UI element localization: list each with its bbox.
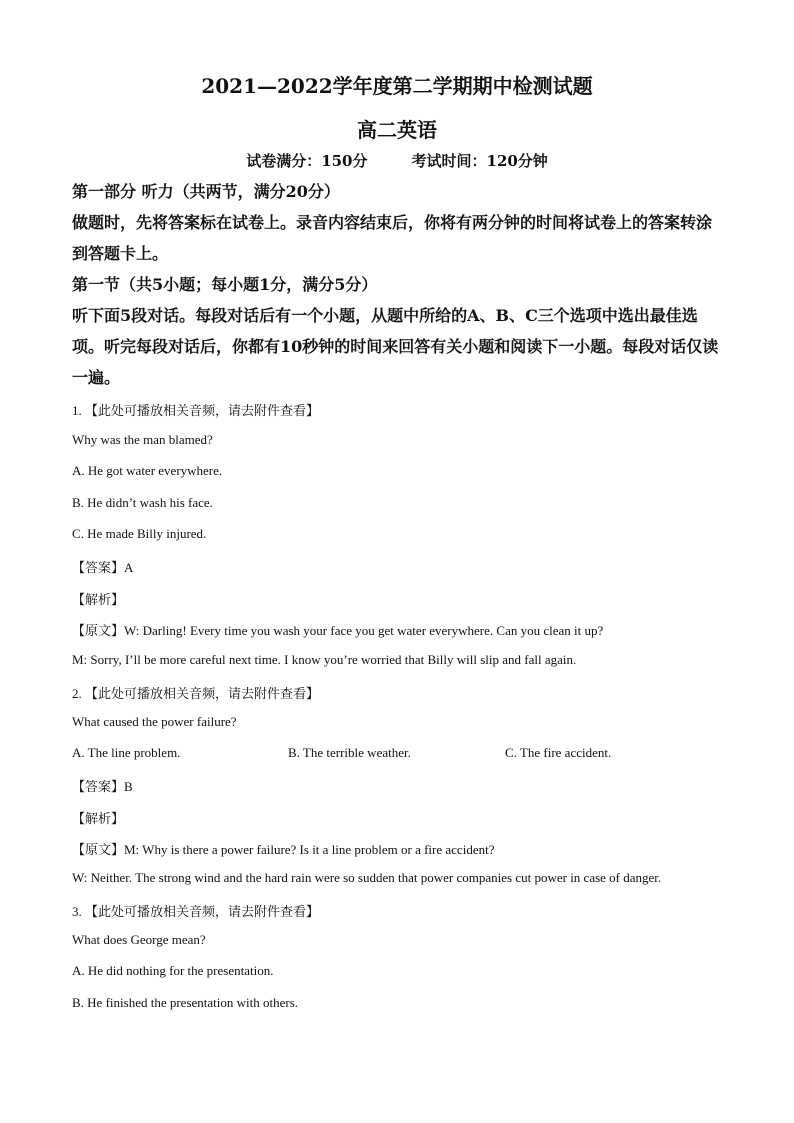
exam-info [0,150,794,171]
q2-question: What caused the power failure? [72,714,237,729]
section1-heading: 第一节（共5小题；每小题1分，满分5分） [72,275,378,294]
q3-audio-note: 3. 【此处可播放相关音频，请去附件查看】 [72,904,320,919]
full-score: 试卷满分：150分 [246,152,368,170]
part1-heading: 第一部分 听力（共两节，满分20分） [72,182,340,201]
q1-audio-note: 1. 【此处可播放相关音频，请去附件查看】 [72,403,320,418]
exam-time: 考试时间：120分钟 [411,152,548,170]
q2-option-a: A. The line problem. [72,745,181,760]
q1-answer: 【答案】A [72,560,134,575]
q1-option-a: A. He got water everywhere. [72,463,223,478]
q1-option-c: C. He made Billy injured. [72,526,207,541]
q2-option-b: B. The terrible weather. [288,745,411,760]
exam-title: 2021—2022学年度第二学期期中检测试题 [201,74,593,98]
q2-script-line-1: 【原文】M: Why is there a power failure? Is it a line problem or a fire accident? [72,842,495,857]
q3-option-a: A. He did nothing for the presentation. [72,963,274,978]
section1-instructions: 听下面5段对话。每段对话后有一个小题，从题中所给的A、B、C三个选项中选出最佳选项。听完每段对话后，你都有10秒钟的时间来回答有关小题和阅读下一小题。每段对话仅读一遍。 [72,306,719,387]
q2-audio-note: 2. 【此处可播放相关音频，请去附件查看】 [72,686,320,701]
q3-question: What does George mean? [72,932,206,947]
q3-option-b: B. He finished the presentation with others. [72,995,299,1010]
q2-script-line-2: W: Neither. The strong wind and the hard rain were so sudden that power companies cut power in case of danger. [72,870,662,885]
q1-script-line-2: M: Sorry, I’ll be more careful next time. I know you’re worried that Billy will slip and fall again. [72,652,577,667]
q2-option-c: C. The fire accident. [505,745,612,760]
q2-answer: 【答案】B [72,779,133,794]
q1-script-line-1: 【原文】W: Darling! Every time you wash your face you get water everywhere. Can you clean it up? [72,623,604,638]
part1-instructions: 做题时，先将答案标在试卷上。录音内容结束后，你将有两分钟的时间将试卷上的答案转涂到答题卡上。 [72,213,713,263]
q2-analysis: 【解析】 [72,811,125,826]
subject-title: 高二英语 [357,118,437,142]
q1-option-b: B. He didn’t wash his face. [72,495,213,510]
q1-question: Why was the man blamed? [72,432,213,447]
q1-analysis: 【解析】 [72,592,125,607]
